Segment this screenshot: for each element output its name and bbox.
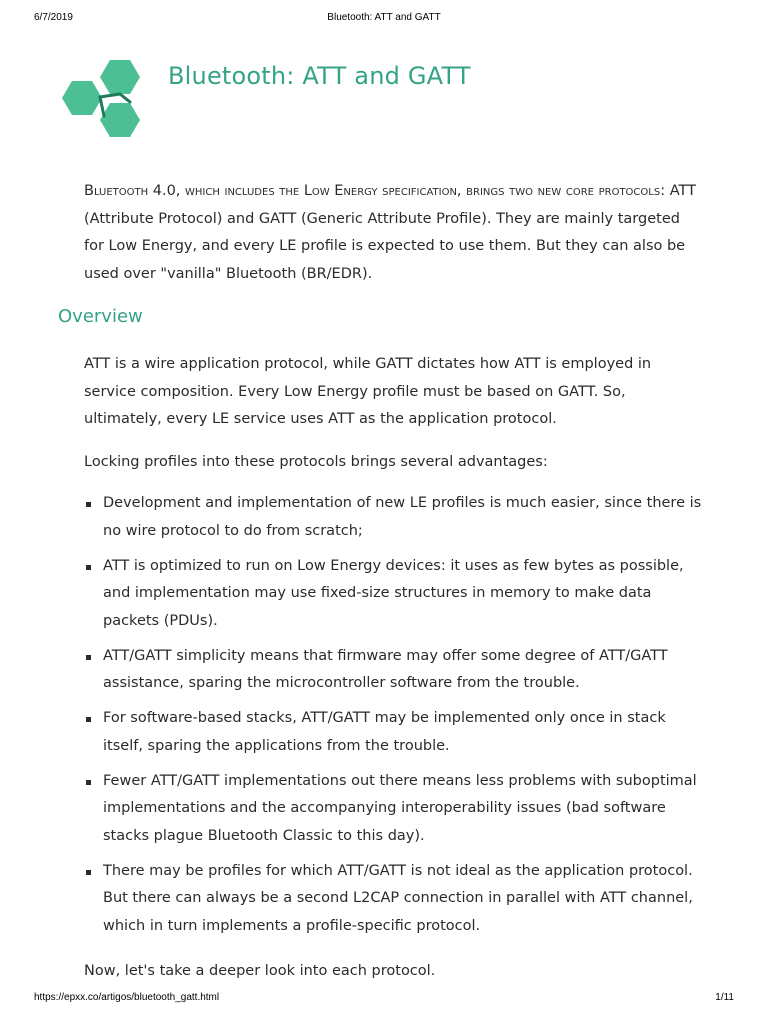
page-title: Bluetooth: ATT and GATT bbox=[168, 62, 471, 90]
page-url-link[interactable]: https://epxx.co/artigos/bluetooth_gatt.html bbox=[34, 992, 220, 1003]
intro-smallcaps-text: Bluetooth 4.0, which includes the Low Energy specification, brings two new core protocols: bbox=[84, 183, 666, 199]
list-item: Development and implementation of new LE profiles is much easier, since there is no wire protocol to do from scratch; bbox=[84, 490, 704, 545]
print-footer bbox=[0, 992, 768, 1008]
list-item: Fewer ATT/GATT implementations out there means less problems with suboptimal implementations and the accompanying interoperability issues (bad software stacks plague Bluetooth Classic to this day). bbox=[84, 768, 704, 851]
page-number: 1/11 bbox=[715, 992, 734, 1003]
print-header bbox=[0, 12, 768, 28]
intro-body-text: ATT (Attribute Protocol) and GATT (Generic Attribute Profile). They are mainly targeted for Low Energy, and every LE profile is expected to use them. But they can also be used over "vanilla" Bluetooth (BR/EDR). bbox=[84, 183, 696, 282]
hexagon-logo-icon bbox=[58, 58, 154, 150]
list-item: For software-based stacks, ATT/GATT may be implemented only once in stack itself, sparing the applications from the trouble. bbox=[84, 705, 704, 760]
list-item: ATT is optimized to run on Low Energy devices: it uses as few bytes as possible, and implementation may use fixed-size structures in memory to make data packets (PDUs). bbox=[84, 553, 704, 636]
print-title: Bluetooth: ATT and GATT bbox=[327, 12, 441, 23]
overview-paragraph-2: Locking profiles into these protocols brings several advantages: bbox=[84, 454, 548, 470]
closing-paragraph: Now, let's take a deeper look into each protocol. bbox=[84, 963, 436, 979]
intro-paragraph bbox=[84, 178, 704, 288]
list-item: ATT/GATT simplicity means that firmware may offer some degree of ATT/GATT assistance, sparing the microcontroller software from the trouble. bbox=[84, 643, 704, 698]
advantages-list bbox=[84, 490, 704, 948]
overview-paragraph-1: ATT is a wire application protocol, while GATT dictates how ATT is employed in service composition. Every Low Energy profile must be based on GATT. So, ultimately, every LE service uses ATT as the application protocol. bbox=[84, 356, 652, 427]
print-date: 6/7/2019 bbox=[34, 12, 73, 23]
list-item: There may be profiles for which ATT/GATT is not ideal as the application protocol. But there can always be a second L2CAP connection in parallel with ATT channel, which in turn implements a profile-specific protocol. bbox=[84, 858, 704, 941]
overview-heading: Overview bbox=[58, 306, 143, 327]
